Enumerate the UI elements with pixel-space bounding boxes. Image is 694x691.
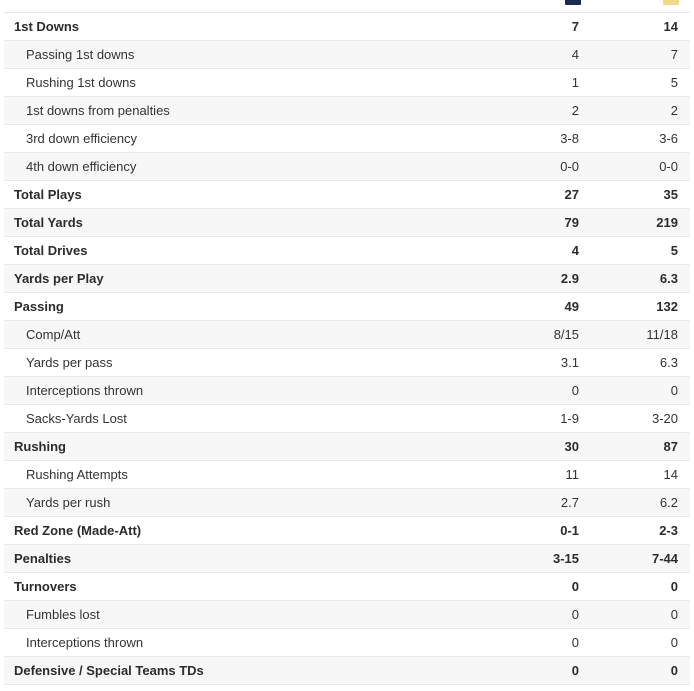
stat-label: Total Yards [14,215,83,230]
table-row [4,181,690,209]
away-team-value: 0 [571,607,579,622]
table-row [4,13,690,41]
home-team-value: 0-0 [659,159,678,174]
table-row [4,349,690,377]
stat-label: 3rd down efficiency [26,131,138,146]
home-team-value: 3-20 [651,411,678,426]
away-team-logo-icon [565,0,581,5]
stat-label: Comp/Att [26,327,81,342]
home-team-value: 0 [670,663,678,678]
stats-rows [4,13,690,685]
table-row [4,405,690,433]
table-row [4,377,690,405]
home-team-value: 6.3 [659,271,678,286]
away-team-value: 4 [571,243,579,258]
stat-label: Interceptions thrown [26,383,144,398]
home-team-value: 6.3 [659,355,678,370]
home-team-logo-icon [663,0,679,5]
table-row [4,629,690,657]
table-row [4,69,690,97]
away-team-value: 0-1 [560,523,579,538]
stat-label: 1st Downs [14,19,80,34]
home-team-value: 219 [656,215,678,230]
table-row [4,153,690,181]
home-team-value: 7 [670,47,678,62]
stat-label: Passing [14,299,64,314]
stat-label: Defensive / Special Teams TDs [14,663,204,678]
home-team-value: 132 [656,299,678,314]
away-team-value: 1-9 [560,411,579,426]
home-team-value: 14 [663,19,678,34]
table-row [4,657,690,685]
table-header [4,0,690,13]
away-team-value: 49 [564,299,579,314]
stat-label: Red Zone (Made-Att) [14,523,142,538]
away-team-value: 2 [571,103,579,118]
table-row [4,489,690,517]
away-team-value: 0 [571,383,579,398]
table-row [4,461,690,489]
home-team-value: 6.2 [659,495,678,510]
away-team-value: 3-15 [552,551,579,566]
home-team-value: 2-3 [659,523,678,538]
home-team-value: 87 [663,439,678,454]
table-row [4,433,690,461]
stat-label: Total Drives [14,243,88,258]
home-team-value: 5 [670,75,678,90]
stat-label: Rushing 1st downs [26,75,136,90]
table-row [4,237,690,265]
stat-label: 1st downs from penalties [26,103,170,118]
table-row [4,517,690,545]
away-team-value: 3.1 [560,355,579,370]
away-team-value: 0 [571,635,579,650]
away-team-value: 11 [565,467,579,482]
away-team-value: 30 [564,439,579,454]
table-row [4,265,690,293]
stat-label: Yards per pass [26,355,113,370]
stat-label: Turnovers [14,579,77,594]
table-row [4,545,690,573]
away-team-value: 7 [571,19,579,34]
stat-label: Sacks-Yards Lost [26,411,127,426]
away-team-value: 0 [571,663,579,678]
stat-label: Rushing [14,439,66,454]
table-row [4,321,690,349]
team-stats-table [4,0,690,685]
stat-label: Yards per rush [26,495,111,510]
table-row [4,97,690,125]
away-team-value: 1 [571,75,579,90]
stat-label: Interceptions thrown [26,635,144,650]
home-team-value: 0 [670,607,678,622]
table-row [4,573,690,601]
stat-label: Yards per Play [14,271,104,286]
stat-label: 4th down efficiency [26,159,137,174]
home-team-value: 0 [670,383,678,398]
home-team-value: 2 [670,103,678,118]
stat-label: Rushing Attempts [26,467,128,482]
away-team-value: 27 [564,187,579,202]
home-team-value: 35 [663,187,678,202]
home-team-value: 14 [663,467,678,482]
away-team-value: 3-8 [560,131,579,146]
home-team-value: 0 [670,579,678,594]
away-team-value: 0 [571,579,579,594]
stat-label: Penalties [14,551,72,566]
away-team-value: 4 [571,47,579,62]
table-row [4,125,690,153]
away-team-value: 0-0 [560,159,579,174]
home-team-value: 3-6 [659,131,678,146]
home-team-value: 11/18 [646,327,678,342]
away-team-value: 8/15 [553,327,579,342]
away-team-value: 2.7 [560,495,579,510]
stat-label: Total Plays [14,187,82,202]
home-team-value: 7-44 [651,551,678,566]
stat-label: Passing 1st downs [26,47,135,62]
table-row [4,41,690,69]
away-team-value: 79 [564,215,579,230]
table-row [4,601,690,629]
table-row [4,209,690,237]
away-team-value: 2.9 [560,271,579,286]
home-team-value: 5 [670,243,678,258]
table-row [4,293,690,321]
stat-label: Fumbles lost [26,607,100,622]
home-team-value: 0 [670,635,678,650]
